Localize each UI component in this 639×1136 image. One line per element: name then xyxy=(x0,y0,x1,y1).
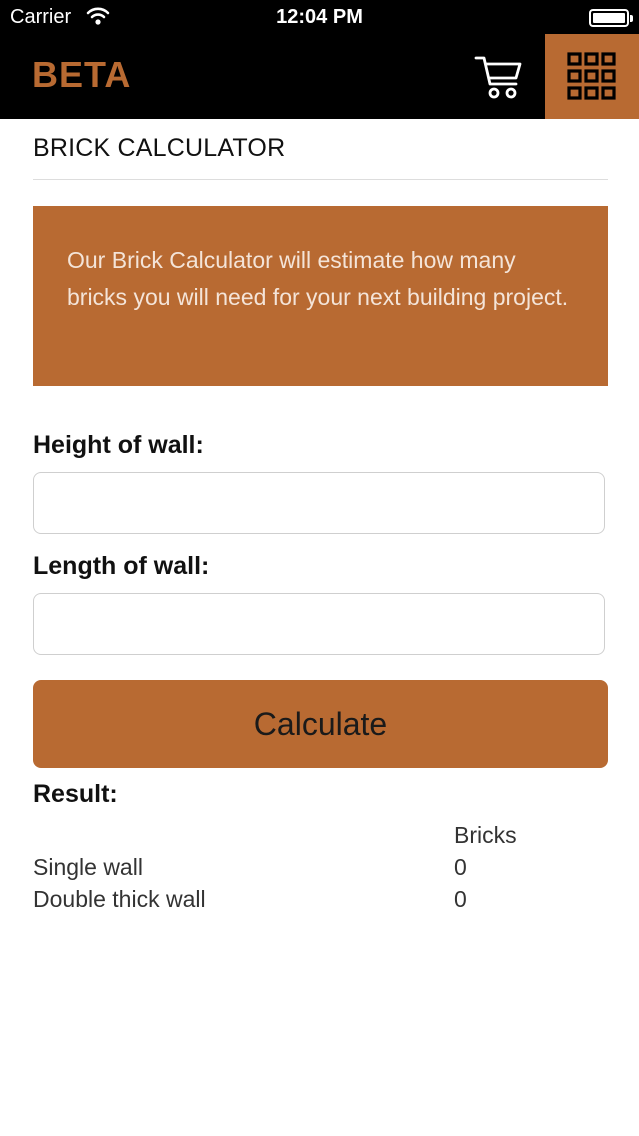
carrier-label: Carrier xyxy=(10,6,72,28)
status-bar xyxy=(0,0,639,34)
menu-button[interactable] xyxy=(545,34,639,119)
title-divider xyxy=(33,179,608,180)
page-title: BRICK CALCULATOR xyxy=(33,134,286,162)
bricks-column-header: Bricks xyxy=(454,822,517,848)
clock: 12:04 PM xyxy=(276,6,363,28)
single-wall-label: Single wall xyxy=(33,854,143,880)
height-label: Height of wall: xyxy=(33,431,204,459)
double-wall-label: Double thick wall xyxy=(33,886,206,912)
app-logo[interactable]: BETA xyxy=(32,54,132,95)
cart-button[interactable] xyxy=(470,50,526,102)
intro-banner: Our Brick Calculator will estimate how many bricks you will need for your next building project. xyxy=(33,206,608,386)
cart-icon xyxy=(470,50,526,102)
app-header xyxy=(0,34,639,119)
height-input[interactable] xyxy=(33,472,605,534)
result-title: Result: xyxy=(33,780,118,808)
single-wall-value: 0 xyxy=(454,854,467,880)
grid-icon xyxy=(567,52,617,102)
double-wall-value: 0 xyxy=(454,886,467,912)
length-input[interactable] xyxy=(33,593,605,655)
calculate-button[interactable]: Calculate xyxy=(33,680,608,768)
battery-icon xyxy=(589,9,629,27)
length-label: Length of wall: xyxy=(33,552,210,580)
